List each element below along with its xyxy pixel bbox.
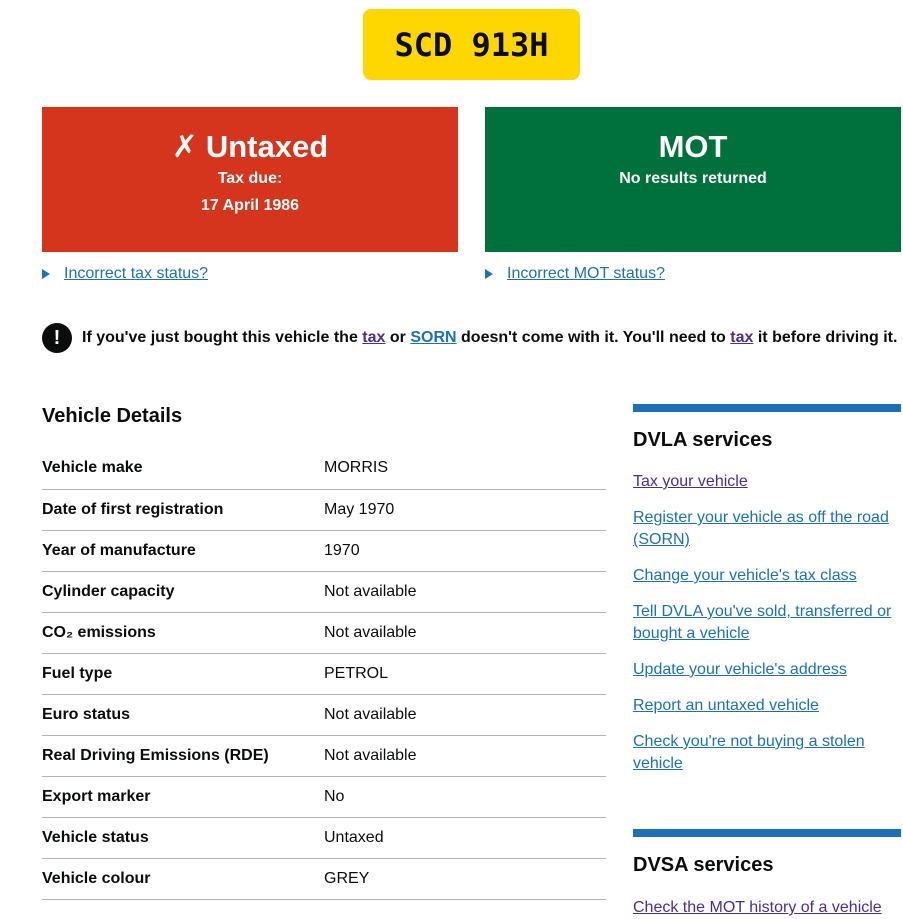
details-label: Year of manufacture (42, 541, 196, 559)
incorrect-tax-status-toggle[interactable] (42, 265, 208, 283)
dvsa-services-bar (633, 829, 901, 837)
details-row (42, 653, 606, 694)
details-value: 1970 (324, 541, 360, 559)
tax-due-date: 17 April 1986 (200, 197, 300, 214)
details-label: Euro status (42, 705, 131, 723)
details-row (42, 489, 606, 530)
exclamation-icon: ! (42, 323, 72, 353)
details-value: Not available (324, 582, 417, 600)
incorrect-tax-status-link[interactable]: Incorrect tax status? (64, 265, 209, 282)
vehicle-details-table (42, 448, 606, 900)
mot-status-subtitle: No results returned (619, 170, 767, 187)
dvla-service-link[interactable]: Update your vehicle's address (633, 661, 847, 678)
details-value: GREY (324, 869, 370, 887)
incorrect-mot-status-link[interactable]: Incorrect MOT status? (507, 265, 665, 282)
details-label: Vehicle make (42, 459, 143, 477)
details-label: Cylinder capacity (42, 582, 175, 600)
dvla-service-link[interactable]: Register your vehicle as off the road (SORN) (633, 509, 889, 548)
details-value: Not available (324, 705, 417, 723)
triangle-right-icon (485, 269, 493, 279)
tax-status-title: ✗ Untaxed (171, 129, 329, 164)
warning-text: If you've just bought this vehicle the tax or SORN doesn't come with it. You'll need to tax it before driving it. (82, 329, 898, 346)
dvla-service-link[interactable]: Tax your vehicle (633, 473, 748, 490)
details-row (42, 612, 606, 653)
dvla-service-link[interactable]: Check you're not buying a stolen vehicle (633, 733, 865, 772)
details-value: Untaxed (324, 828, 384, 846)
dvla-services-bar (633, 404, 901, 412)
sorn-link[interactable]: SORN (410, 329, 457, 346)
dvla-service-link[interactable]: Report an untaxed vehicle (633, 697, 819, 714)
details-row (42, 694, 606, 735)
details-row (42, 530, 606, 571)
details-value: Not available (324, 746, 417, 764)
details-value: Not available (324, 623, 417, 641)
details-label: CO₂ emissions (42, 623, 156, 641)
details-label: Real Driving Emissions (RDE) (42, 746, 269, 764)
mot-status-title: MOT (658, 129, 728, 164)
dvsa-services-panel (633, 829, 901, 919)
details-label: Date of first registration (42, 500, 224, 518)
details-value: MORRIS (324, 459, 388, 477)
dvla-service-link[interactable]: Change your vehicle's tax class (633, 567, 857, 584)
details-label: Vehicle status (42, 828, 149, 846)
dvsa-service-link[interactable]: Check the MOT history of a vehicle (633, 899, 882, 916)
details-value: PETROL (324, 664, 389, 682)
warning-notice (42, 323, 897, 353)
details-row (42, 817, 606, 858)
details-row (42, 571, 606, 612)
vehicle-details-heading: Vehicle Details (42, 405, 183, 427)
cross-icon: ✗ (171, 129, 198, 164)
dvla-services-panel (633, 404, 901, 789)
tax-link-2[interactable]: tax (730, 329, 754, 346)
details-row (42, 735, 606, 776)
details-label: Export marker (42, 787, 151, 805)
details-label: Vehicle colour (42, 869, 151, 887)
tax-status-panel (42, 107, 458, 252)
dvsa-services-heading: DVSA services (633, 854, 774, 876)
details-row (42, 776, 606, 817)
details-value: May 1970 (324, 500, 395, 518)
registration-plate: SCD 913H (363, 9, 580, 80)
dvla-services-links (633, 471, 901, 775)
mot-status-panel (485, 107, 901, 252)
dvla-service-link[interactable]: Tell DVLA you've sold, transferred or bought a vehicle (633, 603, 892, 642)
details-label: Fuel type (42, 664, 113, 682)
details-value: No (324, 787, 345, 805)
incorrect-mot-status-toggle[interactable] (485, 265, 665, 283)
triangle-right-icon (42, 269, 50, 279)
tax-link[interactable]: tax (362, 329, 386, 346)
tax-due-label: Tax due: (217, 170, 283, 187)
details-row (42, 858, 606, 899)
details-row (42, 448, 606, 489)
dvla-services-heading: DVLA services (633, 429, 773, 451)
